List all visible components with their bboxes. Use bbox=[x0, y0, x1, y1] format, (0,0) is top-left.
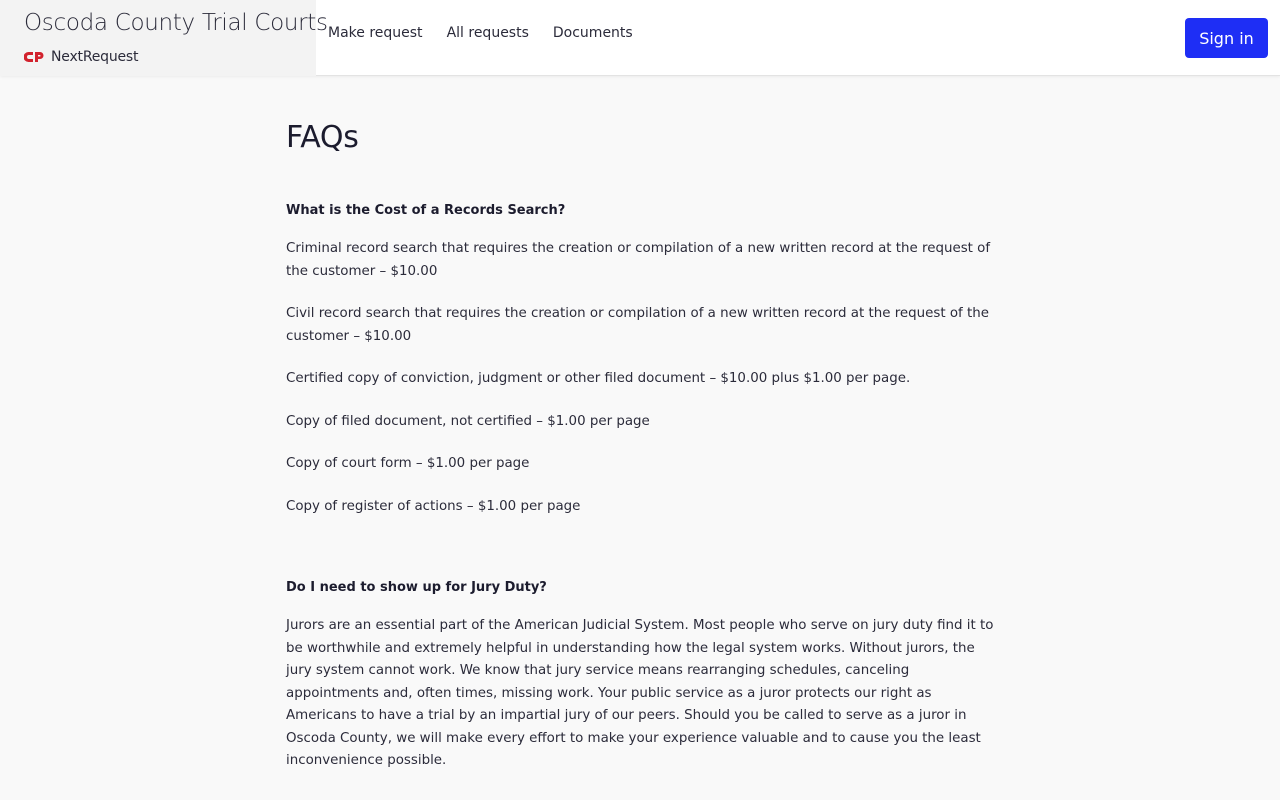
nextrequest-logo bbox=[24, 49, 138, 65]
sign-in-button[interactable]: Sign in bbox=[1185, 18, 1268, 58]
faq-paragraph: Copy of register of actions – $1.00 per page bbox=[286, 498, 581, 514]
nextrequest-label: NextRequest bbox=[51, 49, 139, 65]
top-header bbox=[0, 0, 1280, 76]
faq-paragraph: Jurors are an essential part of the American Judicial System. Most people who serve on jury duty find it to be worthwhile and extremely helpful in understanding how the legal system works. Without jurors, the jury system cannot work. We know that jury service means rearranging schedules, canceling appointments and, often times, missing work. Your public service as a juror protects our right as Americans to have a trial by an impartial jury of our peers. Should you be called to serve as a juror in Oscoda County, we will make every effort to make your experience valuable and to cause you the least inconvenience possible. bbox=[286, 618, 994, 768]
brand-block[interactable] bbox=[0, 0, 328, 76]
nav-all-requests[interactable]: All requests bbox=[446, 25, 529, 41]
faq-paragraph: Copy of court form – $1.00 per page bbox=[286, 456, 530, 471]
main-nav bbox=[328, 25, 633, 41]
faq-question: Do I need to show up for Jury Duty? bbox=[286, 580, 547, 595]
section-spacer bbox=[286, 538, 996, 580]
faq-question: What is the Cost of a Records Search? bbox=[286, 203, 566, 218]
faq-paragraph: Copy of filed document, not certified – $1.00 per page bbox=[286, 413, 650, 429]
nextrequest-logo-icon bbox=[24, 51, 46, 63]
agency-title[interactable]: Oscoda County Trial Courts bbox=[24, 10, 328, 36]
nav-documents[interactable]: Documents bbox=[552, 25, 633, 41]
nav-make-request[interactable]: Make request bbox=[328, 25, 423, 41]
faq-section-jury-duty bbox=[286, 580, 996, 773]
faq-paragraph: Certified copy of conviction, judgment or other filed document – $10.00 plus $1.00 per page. bbox=[286, 371, 911, 386]
faq-section-records-cost bbox=[286, 203, 996, 518]
faq-paragraph: Civil record search that requires the creation or compilation of a new written record at the request of the customer – $10.00 bbox=[286, 306, 989, 344]
faq-content bbox=[286, 120, 996, 793]
page-title: FAQs bbox=[286, 120, 359, 155]
faq-paragraph: Criminal record search that requires the creation or compilation of a new written record at the request of the customer – $10.00 bbox=[286, 241, 991, 279]
